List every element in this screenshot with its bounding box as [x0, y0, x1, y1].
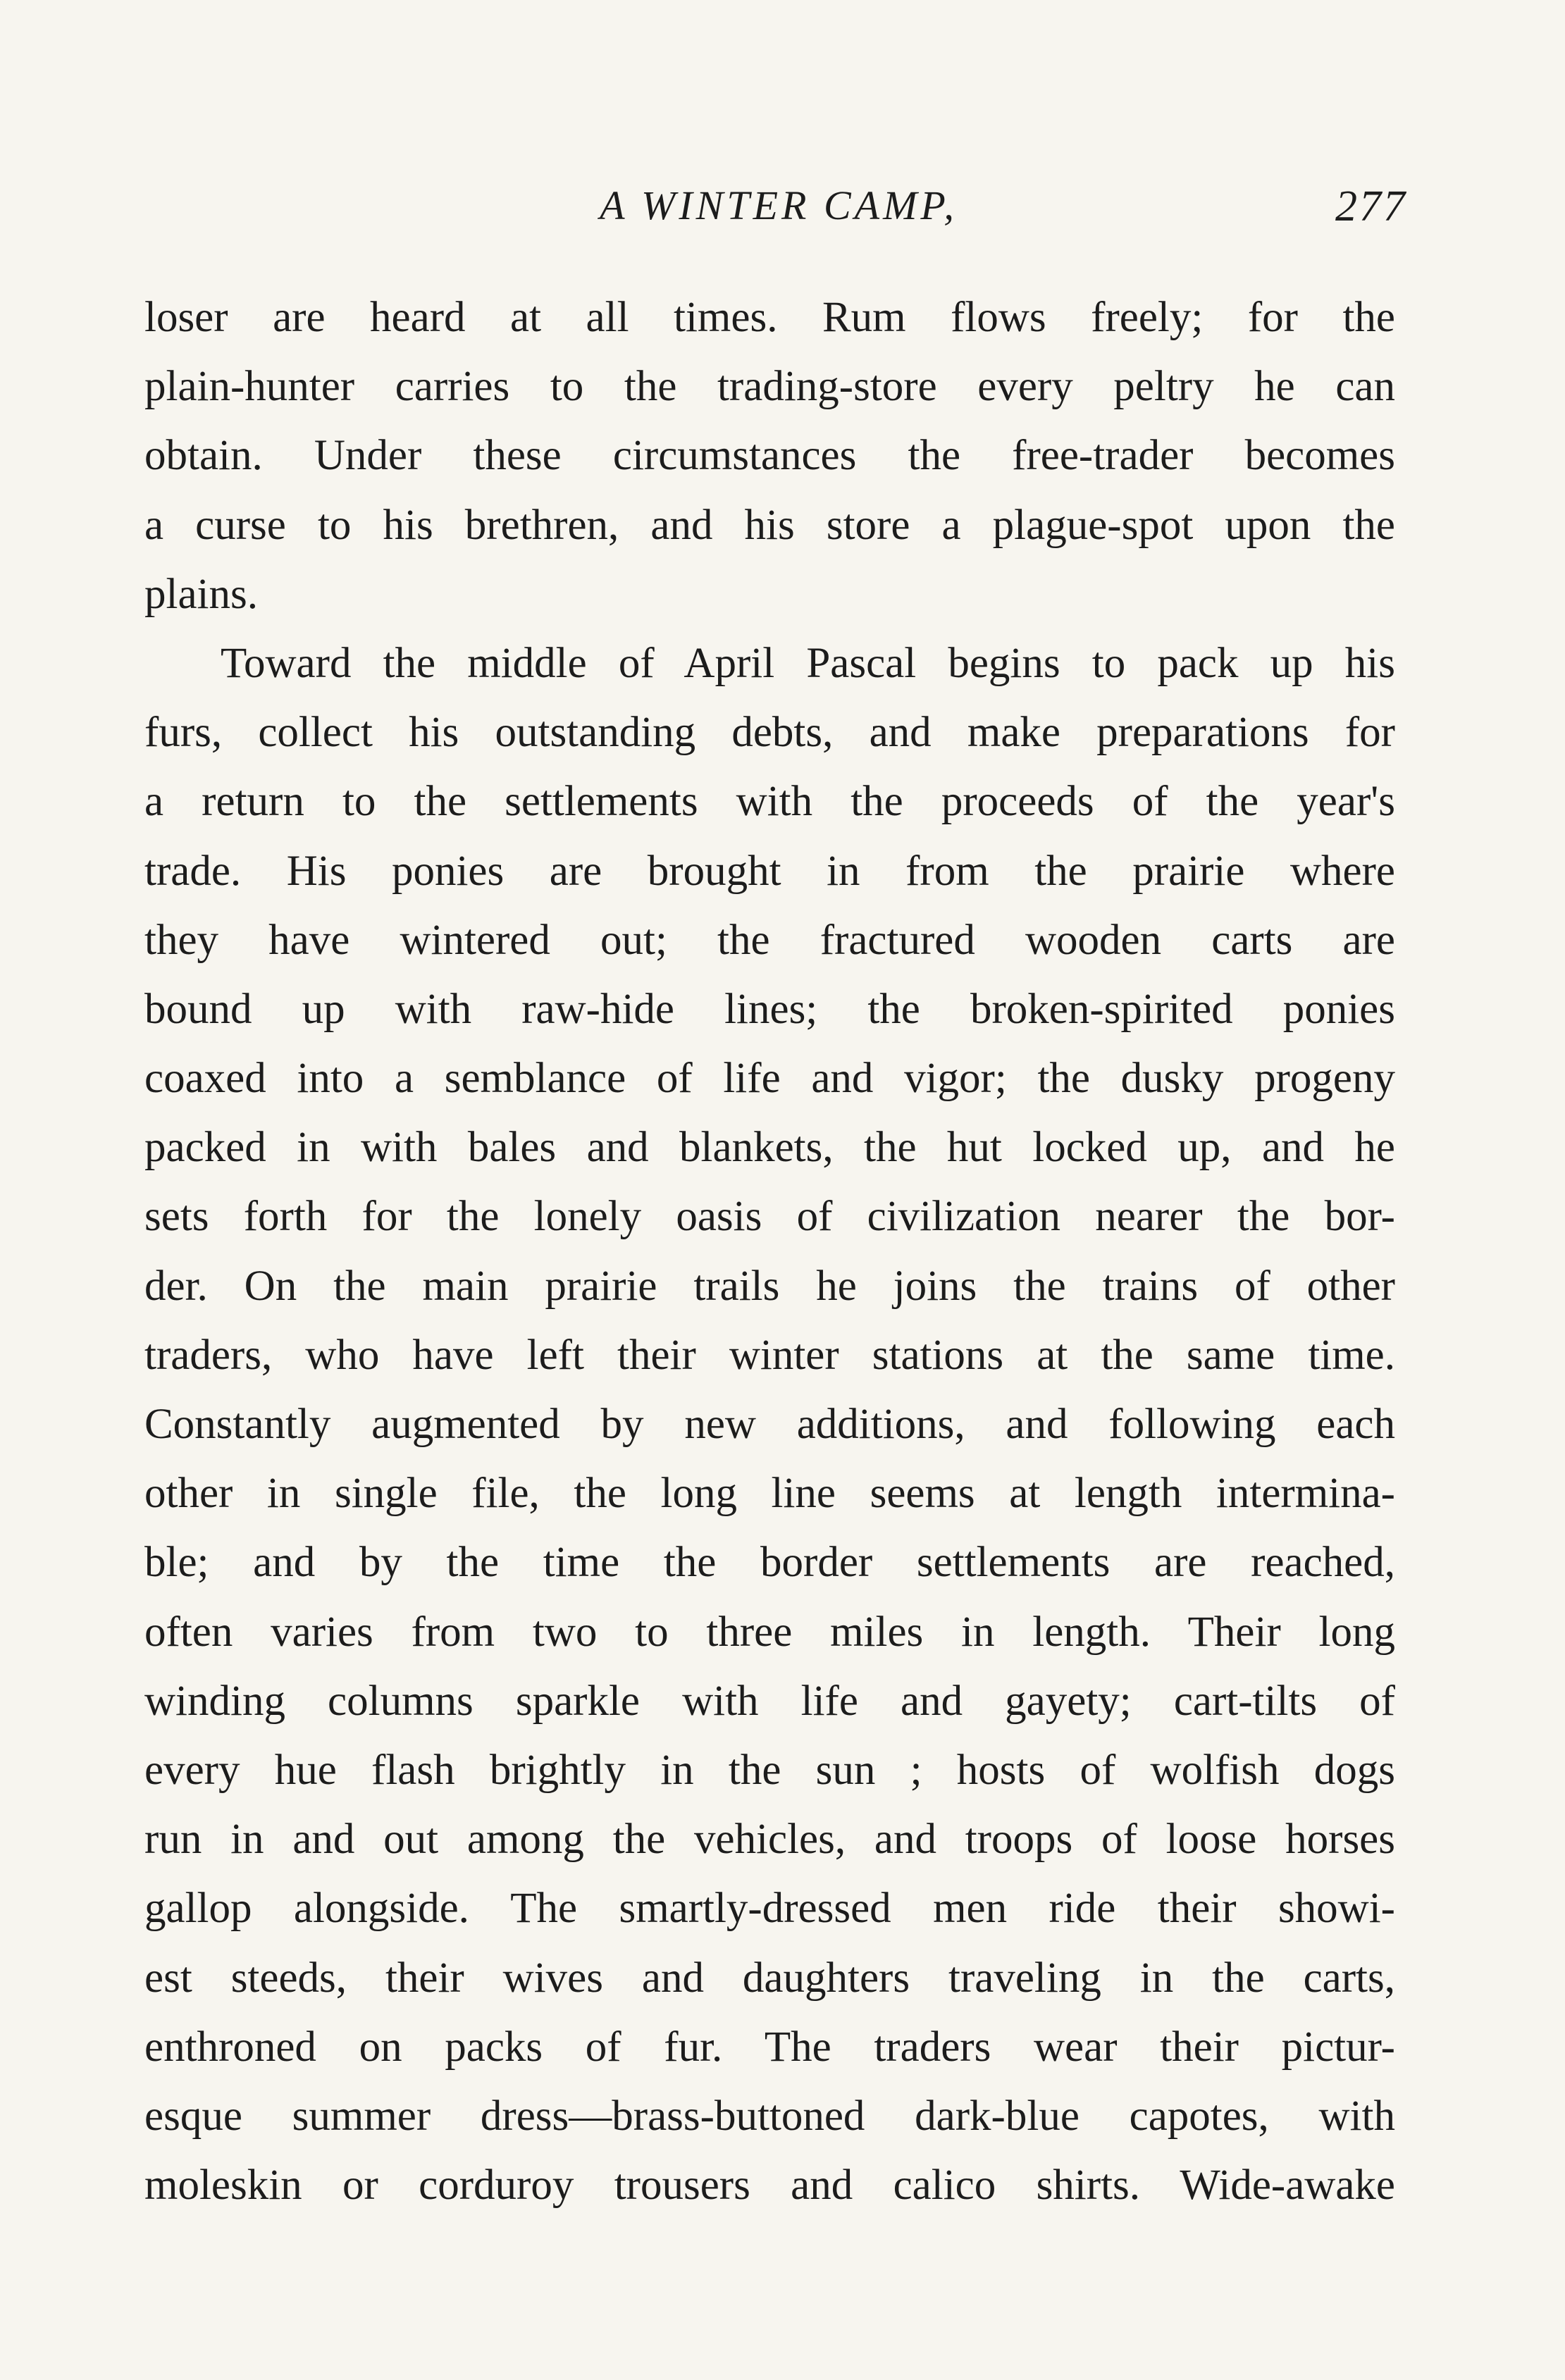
text-line: der. On the main prairie trails he joins the trains of other — [144, 1262, 1395, 1310]
text-line: often varies from two to three miles in length. Their long — [144, 1608, 1395, 1656]
body-text — [144, 283, 1395, 2220]
running-title: A WINTER CAMP, — [600, 182, 958, 228]
page-number: 277 — [1335, 182, 1407, 230]
text-line: packed in with bales and blankets, the hut locked up, and he — [144, 1124, 1395, 1172]
text-line: plain-hunter carries to the trading-store every peltry he can — [144, 363, 1395, 411]
text-line: ble; and by the time the border settlements are reached, — [144, 1539, 1395, 1587]
text-line: they have wintered out; the fractured wooden carts are — [144, 916, 1395, 964]
text-line: run in and out among the vehicles, and troops of loose horses — [144, 1816, 1395, 1864]
text-line: est steeds, their wives and daughters traveling in the carts, — [144, 1954, 1395, 2002]
text-line: gallop alongside. The smartly-dressed men ride their showi- — [144, 1885, 1395, 1933]
text-line: every hue flash brightly in the sun ; hosts of wolfish dogs — [144, 1746, 1395, 1794]
page-header — [144, 182, 1413, 238]
text-line: esque summer dress—brass-buttoned dark-blue capotes, with — [144, 2092, 1395, 2140]
text-line: plains. — [144, 570, 258, 618]
text-line: sets forth for the lonely oasis of civilization nearer the bor- — [144, 1193, 1395, 1241]
text-line: loser are heard at all times. Rum flows freely; for the — [144, 294, 1395, 341]
text-line: furs, collect his outstanding debts, and make preparations for — [144, 709, 1395, 757]
text-line: Constantly augmented by new additions, and following each — [144, 1401, 1395, 1448]
text-line: enthroned on packs of fur. The traders wear their pictur- — [144, 2023, 1395, 2071]
text-line: moleskin or corduroy trousers and calico shirts. Wide-awake — [144, 2162, 1395, 2209]
text-line: obtain. Under these circumstances the free-trader becomes — [144, 432, 1395, 480]
text-line: a curse to his brethren, and his store a plague-spot upon the — [144, 501, 1395, 549]
text-line: traders, who have left their winter stations at the same time. — [144, 1331, 1395, 1379]
text-line: Toward the middle of April Pascal begins to pack up his — [221, 639, 1395, 687]
text-line: winding columns sparkle with life and gayety; cart-tilts of — [144, 1677, 1395, 1725]
text-line: coaxed into a semblance of life and vigor; the dusky progeny — [144, 1055, 1395, 1103]
text-line: other in single file, the long line seems at length intermina- — [144, 1470, 1395, 1518]
text-line: a return to the settlements with the proceeds of the year's — [144, 778, 1395, 826]
text-line: trade. His ponies are brought in from the prairie where — [144, 847, 1395, 895]
text-line: bound up with raw-hide lines; the broken-spirited ponies — [144, 985, 1395, 1033]
